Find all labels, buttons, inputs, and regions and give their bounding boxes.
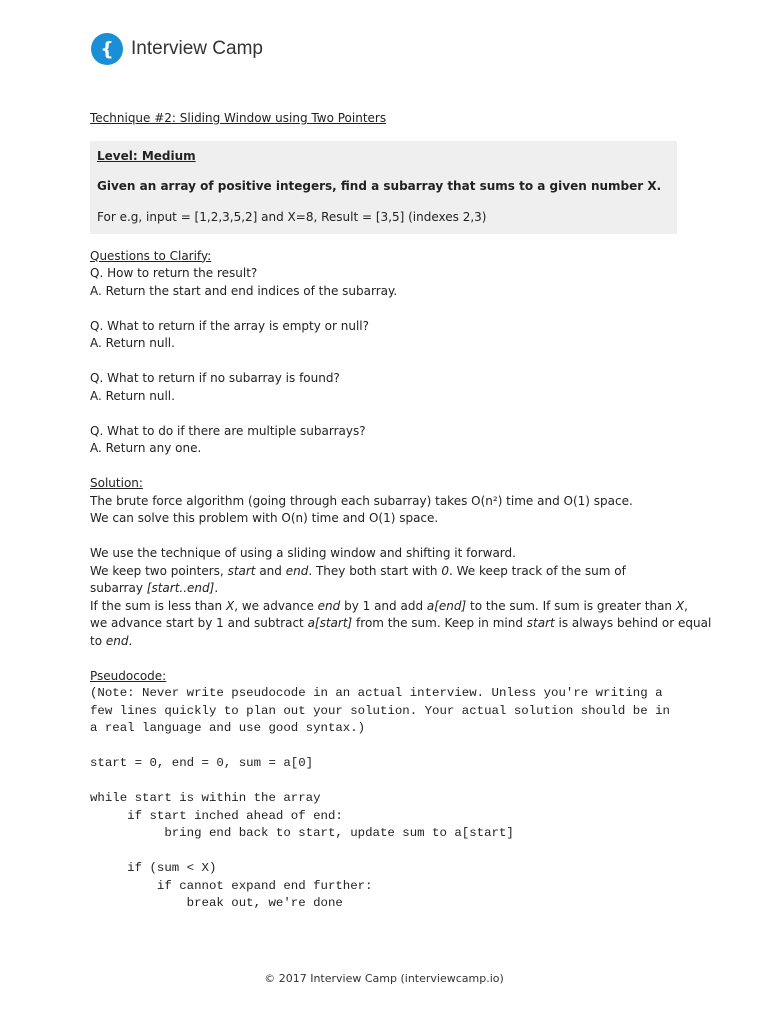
pseudocode-line: if start inched ahead of end:	[90, 808, 343, 823]
logo	[91, 32, 263, 66]
solution-heading: Solution:	[90, 476, 143, 490]
solution-text: The brute force algorithm (going through each subarray) takes O(n²) time and O(1) space.	[90, 493, 633, 508]
pseudocode-line: while start is within the array	[90, 791, 321, 805]
question-1: Q. How to return the result?	[90, 266, 258, 280]
solution-text: to end.	[90, 633, 133, 648]
pseudocode-line	[90, 843, 680, 861]
pseudocode-line: a real language and use good syntax.)	[90, 721, 366, 735]
problem-statement: Given an array of positive integers, find a subarray that sums to a given number X.	[97, 178, 662, 193]
questions-heading: Questions to Clarify:	[90, 248, 212, 263]
solution-text: we advance start by 1 and subtract a[start] from the sum. Keep in mind start is always behind or equal	[90, 616, 712, 630]
solution-text: subarray [start..end].	[90, 581, 219, 595]
logo-text: Interview Camp	[131, 38, 263, 59]
solution-text: We keep two pointers, start and end. They both start with 0. We keep track of the sum of	[90, 563, 626, 578]
question-4: Q. What to do if there are multiple subarrays?	[90, 423, 366, 438]
pseudocode-line: if cannot expand end further:	[90, 878, 373, 893]
logo-brace-icon: {	[91, 33, 123, 65]
pseudocode-heading: Pseudocode:	[90, 668, 167, 683]
pseudocode-line: few lines quickly to plan out your solution. Your actual solution should be in	[90, 703, 670, 718]
answer-2: A. Return null.	[90, 336, 175, 350]
pseudocode-line: if (sum < X)	[90, 861, 217, 875]
question-3: Q. What to return if no subarray is found?	[90, 371, 340, 385]
solution-text: We can solve this problem with O(n) time and O(1) space.	[90, 511, 439, 525]
page-footer: © 2017 Interview Camp (interviewcamp.io)	[264, 972, 504, 985]
pseudocode-line	[90, 738, 680, 756]
answer-1: A. Return the start and end indices of the subarray.	[90, 283, 398, 298]
problem-example: For e.g, input = [1,2,3,5,2] and X=8, Result = [3,5] (indexes 2,3)	[97, 209, 487, 224]
pseudocode-line: bring end back to start, update sum to a[start]	[90, 826, 514, 840]
pseudocode-line	[90, 773, 680, 791]
answer-4: A. Return any one.	[90, 441, 202, 455]
pseudocode-line: break out, we're done	[90, 896, 343, 910]
problem-box	[90, 141, 677, 234]
solution-text: If the sum is less than X, we advance end by 1 and add a[end] to the sum. If sum is greater than X,	[90, 598, 688, 613]
question-2: Q. What to return if the array is empty or null?	[90, 318, 369, 333]
pseudocode-line: (Note: Never write pseudocode in an actual interview. Unless you're writing a	[90, 686, 663, 700]
answer-3: A. Return null.	[90, 388, 175, 403]
pseudocode-line: start = 0, end = 0, sum = a[0]	[90, 756, 314, 770]
level-label: Level: Medium	[97, 148, 196, 163]
technique-title: Technique #2: Sliding Window using Two Pointers	[90, 111, 387, 125]
solution-text: We use the technique of using a sliding window and shifting it forward.	[90, 546, 516, 560]
document-body	[90, 110, 712, 913]
